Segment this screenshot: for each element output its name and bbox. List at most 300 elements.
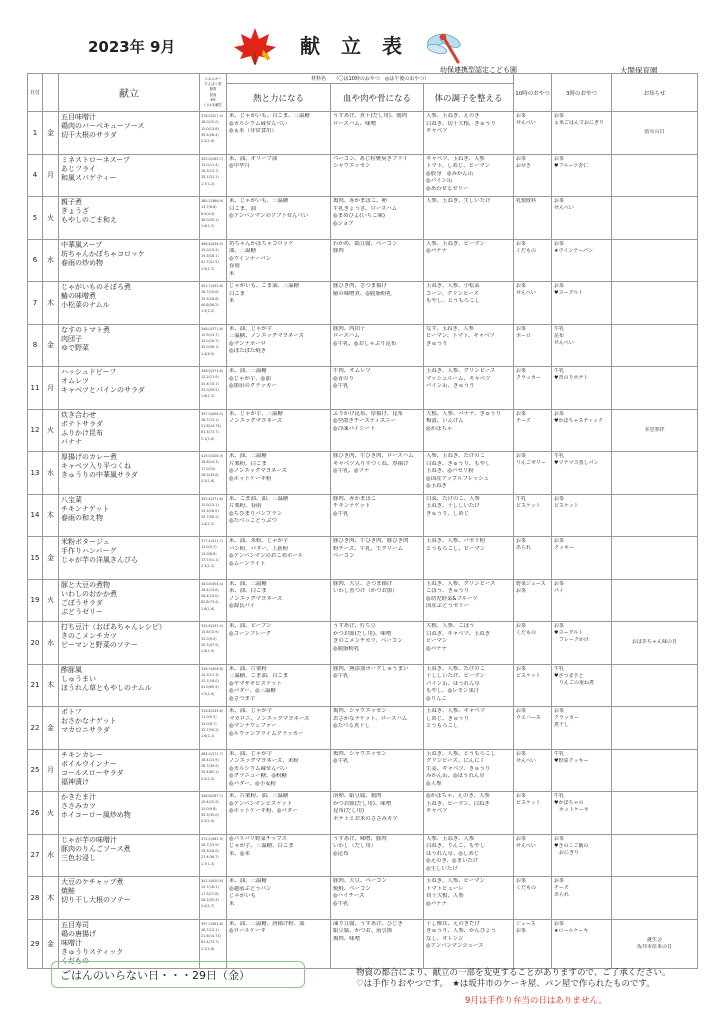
ingredient-line: ◎ヤマザキビスケット [229,680,282,687]
ingredient-line: ◎ルヴァンプライムクラッカー [229,730,304,737]
page-title: 献立表 [300,34,423,58]
nutrition-value: 15.0(16.7) [201,339,219,344]
ingredients-green-cell [424,877,514,920]
ingredient-line: 人参、玉ねぎ、えのき [426,113,480,119]
ingredient-line: ◎股身 ◎みかん缶 [426,170,474,177]
dish-name: きゅうりの中華風サラダ [61,471,138,480]
note-line: 防災の日 [644,129,665,136]
nutrition-value: 14.3(11.3) [201,672,219,677]
snack-line: くだもの [516,630,537,636]
ingredient-line: ◎あわせるゼリー [426,185,469,192]
footer-note-legend: ♡は手作りおやつです。 ★は坂井市のケーキ屋、パン屋で作られたものです。 [356,979,655,989]
snack-line: お茶 [516,283,527,289]
nutrition-value: 36.0(30.1) [201,217,219,222]
nutrition-value: 348.0(371.6) [201,326,224,331]
menu-header: 献立 [59,74,200,112]
ingredient-line: 国産ぶどうゼリー [426,603,470,610]
nutrition-value: 13.0(11.4) [201,162,219,167]
ingredient-line: ◎ジョア [333,220,354,227]
dish-name: 厚揚げのカレー煮 [61,453,117,461]
snack-line: ♥かぼちゃスティック [554,417,604,424]
snack-line: お茶 [554,708,565,714]
nutrition-value: 18.7(13.9) [201,842,219,847]
dish-name: じゃが芋の味噌汁 [61,835,117,844]
nutrition-value: 1.4(1.2) [201,521,215,526]
ingredient-line: ◎バナナ [426,900,447,907]
ingredient-line: ◎かぼちゃ、えのき、人参 [426,793,490,799]
ingredient-line: ◎かぼちゃ [426,425,453,432]
day-cell: 27 [28,834,43,877]
nutrition-value: 18.7(13.1) [201,927,219,932]
menu-row [28,622,698,665]
dish-name: 切干大根のサラダ [61,131,117,140]
ingredient-line: 米、油、三温糖 [229,580,267,587]
snack10-cell [514,282,552,325]
note-cell [612,324,698,367]
ingredient-line: シャウエッセン [333,163,371,170]
nutrition-value: 35.5(28.4) [201,132,219,137]
snack-line: クッキー [554,545,575,551]
nutrition-cell [200,154,227,197]
nutrition-value: 1.6(1.1) [201,734,215,739]
snack-line: ホットケーキ [554,807,589,813]
nutrition-value: 81.4(73.7) [201,940,219,945]
snack3-cell [552,112,612,155]
snack-line: お茶 [516,623,527,629]
ingredient-line: 大根、人参、バナナ、きゅうり [426,410,502,417]
snack-line: ♥さつま芋と [554,672,584,679]
snack-line: 野菜ジュース [516,580,546,587]
dish-name: チキンナゲット [61,504,110,513]
ingredients-yellow-cell [331,197,424,240]
dish-name: おさかなナゲット [61,717,117,726]
no-rice-day-text: ごはんのいらない日・・・29日（金） [60,969,250,982]
dish-cell [59,409,200,452]
nutrition-value: 17.3(17.8) [201,891,219,896]
snack3-cell [552,919,612,968]
nutrition-value: 35.7(56.2) [201,515,219,520]
ingredient-line: マッシュルーム、キャベツ [426,375,491,382]
ingredients-yellow-cell [331,494,424,537]
nutrition-value: 27.4(36.7) [201,855,219,860]
snack-line: せんべい [516,120,536,126]
snack10-cell [514,537,552,580]
dish-name: 肉団子 [61,334,82,343]
snack-line: ♥ヨーグルト [554,630,584,636]
ingredient-line: ◎ムーンライト [229,560,266,567]
snack-line: 乳製飲料 [516,198,537,204]
ingredients-green-cell [424,324,514,367]
snack-line: お茶 [516,708,527,714]
snack-line: お茶 [554,538,565,544]
ingredient-line: 米、じゃがいも、白ごま、三温糖 [229,113,310,119]
snack-line: ビスケット [516,672,541,679]
day-cell: 26 [28,792,43,835]
dish-name: オムレツ [61,377,89,386]
ingredient-line: 豚肉、大豆、さつま揚げ [333,580,393,587]
nutrition-value: 13.0(9.7) [201,545,217,550]
nutrition-cell [200,239,227,282]
ingredient-line: 凍り豆腐、うすあげ、ひじき [333,920,403,927]
dish-name: ホイコーロー風炒め物 [61,811,131,820]
ingredient-line: マカロニ、ノンエッグマヨネーズ [229,715,310,722]
nutrition-value: 2.0(2.3) [201,776,215,781]
ingredient-line: 米 [229,900,235,907]
menu-row [28,409,698,452]
snack-line: お茶 [516,155,527,162]
nutrition-cell [200,834,227,877]
ingredient-line: もやし、とうもろこし [426,298,480,305]
snack3-cell [552,622,612,665]
ingredient-line: ◎生しいたけ [426,865,458,872]
day-cell: 20 [28,622,43,665]
ingredient-line: ◎ちびまりパンブラン [229,510,283,517]
snack3-cell [552,537,612,580]
nutrition-value: 1.6(1.2) [201,224,215,229]
menu-row [28,792,698,835]
menu-row [28,282,698,325]
dish-name: 豚肉のりんごソース煮 [61,844,131,853]
ingredient-line: ノンエッグマヨネーズ [229,418,283,425]
weekday-cell: 木 [43,877,59,920]
ingredient-line: 人参、玉ねぎ、生しいたけ [426,198,491,204]
title-bar [0,22,723,68]
ingredients-red-cell [227,622,331,665]
ingredient-line: 豚ひき肉、さつま揚げ [333,283,387,289]
ingredients-red-cell [227,409,331,452]
snack10-cell [514,919,552,968]
dish-cell [59,282,200,325]
nutrition-value: 466.8(436.5) [201,241,224,246]
ingredient-line: ピーマン [426,638,448,645]
ingredient-line: 干し椎茸、えのきだけ [426,920,480,927]
snack10-cell [514,834,552,877]
ingredient-line: 三温糖、ノンエッグマヨネーズ [229,333,304,340]
ingredient-line: ◎ぁ米（非常食用） [229,128,277,135]
snack-line: お茶 [516,927,527,934]
snack3-cell [552,282,612,325]
ingredient-line: 玉ねぎ、ピーマン、白ねぎ [426,800,490,807]
ingredient-line: ◎人参 [426,780,442,787]
dragonfly-icon [424,28,464,68]
ingredient-line: ◎マンナウェファー [229,723,277,730]
ingredient-line: キャベツ、玉ねぎ、人参 [426,155,485,162]
snack10-cell [514,367,552,410]
ingredient-line: きゅうり、しめじ [426,510,470,517]
snack-line: ボーロ [516,332,532,339]
ingredient-line: チキンナゲット [333,503,371,510]
nutrition-value: 40.8(56.2) [201,302,219,307]
weekday-cell: 月 [43,749,59,792]
dish-cell [59,749,200,792]
snack-line: お茶 [516,665,527,672]
group-yellow-header: 血や肉や骨になる [331,84,424,112]
snack3-cell [552,154,612,197]
menu-month: 2023年 9月 [88,38,176,56]
day-cell: 13 [28,452,43,495]
nutrition-cell [200,877,227,920]
snack3-header: 3時のおやつ [552,74,612,112]
maple-leaf-icon [232,26,278,66]
dish-name: ぶどうゼリー [61,608,103,617]
ingredient-line: ロースハム [333,333,360,340]
ingredient-line: 玉ねぎ、人参、パセリ粉 [426,538,486,544]
ingredients-red-cell [227,324,331,367]
snack-line: お茶 [516,113,527,119]
dish-name: 切り干し大根のソテー [61,896,131,905]
ingredient-line: ◎バター、◎三温糖 [229,688,276,695]
ingredient-line: コーン、グリンピース [426,290,479,297]
dish-name: ゆで野菜 [61,343,89,352]
nutrition-cell [200,452,227,495]
ingredient-line: わかめ、絹豆腐、ベーコン [333,240,398,247]
nutrition-value: 35.0(56.1) [201,345,219,350]
nutrition-value: 41.0(60.9) [201,685,219,690]
nutrition-value: 16.4(13.0) [201,594,219,599]
nutrition-value: 16.7(15.6) [201,290,219,295]
snack-line: お茶 [554,198,565,204]
note-line: 誕生会 [647,936,663,943]
note-cell [612,919,698,968]
snack10-cell [514,452,552,495]
day-cell: 4 [28,154,43,197]
school-type: 幼保連携型認定こども園 [440,66,517,74]
ingredient-line: ◎中华月 [229,163,250,170]
nutrition-value: 28.7(39.9) [201,764,219,769]
ingredient-line: グリンピース、にんにく [426,758,485,765]
ingredients-red-cell [227,367,331,410]
nutrition-cell [200,749,227,792]
ingredient-line: ◎節田のクラッカー [229,383,277,390]
note-cell [612,537,698,580]
ingredient-line: 玉ねぎ、人参、キャベツ [426,708,486,714]
ingredient-line: 鶏肉、シャウエッセン [333,750,387,757]
dish-name: いわしのおかか煮 [61,589,117,598]
nutrition-cell [200,537,227,580]
snack-line: せんべい [516,290,536,296]
day-cell: 11 [28,367,43,410]
snack10-cell [514,324,552,367]
nutrition-cell [200,494,227,537]
ingredient-line: ◎幼児野菜&フルーツ [426,595,478,602]
day-header: 日付 [28,74,43,112]
nutrition-cell [200,324,227,367]
group-red-header: 熱と力になる [227,84,331,112]
snack10-cell [514,792,552,835]
ingredient-line: 鶏肉、赤かまぼこ、卵 [333,198,387,204]
menu-row [28,707,698,750]
snack-line: お茶 [554,920,565,927]
ingredient-line: キャベツ入り平つくね、厚揚げ [333,460,409,467]
ingredient-line: 梅漬、いんげん [426,418,464,425]
dish-name: 手作りハンバーグ [61,547,117,556]
dish-name: 五目寿司 [61,920,89,929]
ingredients-yellow-cell [331,579,424,622]
ingredients-red-cell [227,792,331,835]
dish-name: もやしのごま和え [61,216,117,225]
ingredient-line: ◎バナナ [426,645,447,652]
weekday-cell: 水 [43,239,59,282]
nutrition-cell [200,622,227,665]
snack-line: くだもの [516,247,537,254]
ingredient-line: ◎脱脂粉乳 [333,645,360,652]
nutrition-value: 19.3(16.8) [201,296,219,301]
footer-note-lunchbox: 9月は手作り弁当の日はありません。 [465,996,607,1006]
ingredients-yellow-cell [331,452,424,495]
snack-line: せんべい [516,842,536,849]
nutrition-value: 15.0(8.7) [201,721,217,726]
ingredient-line: ◎まめびよ(いちご味) [333,213,386,220]
ingredients-yellow-cell [331,154,424,197]
ingredient-line: 玉ねぎ、干ししいたけ [426,503,480,510]
menu-table [27,73,698,969]
weekday-cell: 金 [43,537,59,580]
weekday-cell: 火 [43,579,59,622]
day-cell: 5 [28,197,43,240]
no-rice-day-box [51,961,305,988]
nutrition-value: 1.9(1.7) [201,266,215,271]
note-cell [612,112,698,155]
nursery-name: 大関保育園 [620,66,658,75]
dish-name: キャベツとパインのサラダ [61,386,145,395]
ingredients-green-cell [424,112,514,155]
snack-line: お茶 [554,155,565,162]
nutrition-value: 13.0(8.6) [201,551,217,556]
snack-line: ぁ米ごはんでおにぎり [554,120,605,126]
ingredient-line: きゅうり [426,340,448,347]
ingredient-line: 坊ちゃんかぼちゃコロッケ [229,240,294,247]
ingredient-line: ◎ホットケーキ粉 [229,475,272,482]
ingredient-line: 粉チーズ、牛乳、生クリーム [333,545,403,552]
dish-name: 酢豚風 [61,665,82,674]
snack3-cell [552,749,612,792]
ingredient-line: 人参、玉ねぎ、たけのこ [426,453,486,459]
note-cell [612,622,698,665]
nutrition-value: 2.4(1.7) [201,904,215,909]
nutrition-value: 32.0(59.5) [201,387,219,392]
dish-cell [59,197,200,240]
ingredient-line: 米、油、米粉、じゃが芋 [229,538,289,544]
dish-name: ほうれん草ともやしのナムル [61,683,152,692]
ingredient-line: きゅうり、人参、かんぴょう [426,928,497,935]
ingredient-line: 米、片栗粉、油、三温糖 [229,793,289,799]
dish-name: 鰆の味噌煮 [61,292,96,301]
dish-name: きゅうりスティック [61,948,124,957]
ingredient-line: ◎アンパンマンジュース [426,943,484,950]
footer-note-change: 物資の都合により、献立の一部を変更することがありますので、ご了承ください。 [356,968,671,978]
ingredient-line: 三温糖、ごま油、白ごま [229,673,289,680]
weekday-cell: 月 [43,367,59,410]
ingredient-line: なす、玉ねぎ、人参 [426,325,474,332]
snack-line: お茶 [516,750,527,757]
nutrition-value: 35.1(31.1) [201,175,219,180]
nutrition-value: 18.0(15.0) [201,120,219,125]
snack10-cell [514,494,552,537]
nutrition-value: 343.8(404.4) [201,581,224,586]
day-cell: 21 [28,664,43,707]
ingredient-line: キャベツ [426,808,448,815]
ingredient-line: ◎じゃが芋、◎油 [229,375,271,382]
ingredient-line: 米、じゃが芋、三温糖 [229,410,283,417]
ingredient-line: ◎ハイチーズ [333,893,365,900]
ingredient-line: うすあげ、煮干(だし用)、鶏肉 [333,113,408,119]
dish-name: 打ち豆汁（おばあちゃんレシピ） [61,623,166,631]
ingredient-line: 米、油、じゃが芋 [229,325,273,332]
ingredients-red-cell [227,282,331,325]
dish-name: しゅうまい [61,674,96,683]
day-cell: 12 [28,409,43,452]
ingredients-red-cell [227,834,331,877]
nutrition-cell [200,112,227,155]
ingredients-green-cell [424,537,514,580]
ingredients-yellow-cell [331,919,424,968]
nutrition-value: 15.0(9.8) [201,806,217,811]
snack-line: ♥ヨーグルト [554,290,584,296]
snack10-header: 10時のおやつ [514,74,552,112]
snack-line: お茶 [516,587,527,594]
ingredients-red-cell [227,749,331,792]
ingredients-green-cell [424,367,514,410]
snack-line: チーズ [516,417,531,424]
nutrition-value: 348.0(371.6) [201,369,224,373]
nutrition-cell [200,282,227,325]
ingredient-line: 米、油、三温糖 [229,878,267,884]
ingredient-line: 溶卵、絹豆腐、鶏肉 [333,793,382,799]
ingredient-line: 白ねぎ、りんご、もやし [426,843,486,850]
ingredient-line: 米 [229,270,235,277]
nutrition-value: 377.4(321.7) [201,539,224,543]
ingredient-line: ◎ホットケーキ粉、◎バター [229,808,298,815]
snack-line: 牛乳 [554,325,565,332]
snack10-cell [514,112,552,155]
nutrition-value: 1.5(1.4) [201,691,215,696]
nutrition-value: 2.1(1.6) [201,946,215,951]
nutrition-cell [200,707,227,750]
nutrition-cell [200,197,227,240]
weekday-cell: 火 [43,197,59,240]
ingredient-line: 玉ねぎ、人参、ピーマン [426,878,485,884]
dish-name: ふりかけ昆布 [61,428,103,437]
nutrition-value: 81.5(73.7) [201,430,219,435]
dish-name: ハッシュドビーフ [61,368,117,376]
dish-name: 春雨の和え物 [61,513,103,522]
ingredient-line: ◎さつま芋 [229,695,256,702]
ingredient-line: 牛肉、オムレツ [333,368,371,374]
menu-row [28,664,698,707]
dish-name: 小松菜のナムル [61,301,110,310]
dish-cell [59,154,200,197]
ingredient-line: ◎アンパンマンのおこめボール [229,553,304,560]
energy-header [200,74,227,112]
snack10-cell [514,409,552,452]
note-cell [612,664,698,707]
weekday-cell: 火 [43,792,59,835]
ingredient-line: 米、じゃがいも、三温糖 [229,198,289,204]
snack-line: お茶 [554,283,565,289]
day-cell: 1 [28,112,43,155]
ingredients-green-cell [424,494,514,537]
ingredient-line: ◎牛乳 [333,758,349,765]
day-cell: 15 [28,537,43,580]
ingredient-line: ◎バター、◎小麦粉 [229,780,276,787]
ingredient-line: ◎玉ねぎ [426,483,447,490]
ingredient-line: みかん缶、◎ほうれん草 [426,773,485,780]
dish-name: じゃがいものそぼろ煮 [61,283,131,291]
ingredient-line: ◎たべっこどうぶつ [229,518,277,525]
ingredient-line: ◎青のり [333,375,354,382]
ingredients-yellow-cell [331,707,424,750]
dish-name: ボイルウインナー [61,759,117,768]
